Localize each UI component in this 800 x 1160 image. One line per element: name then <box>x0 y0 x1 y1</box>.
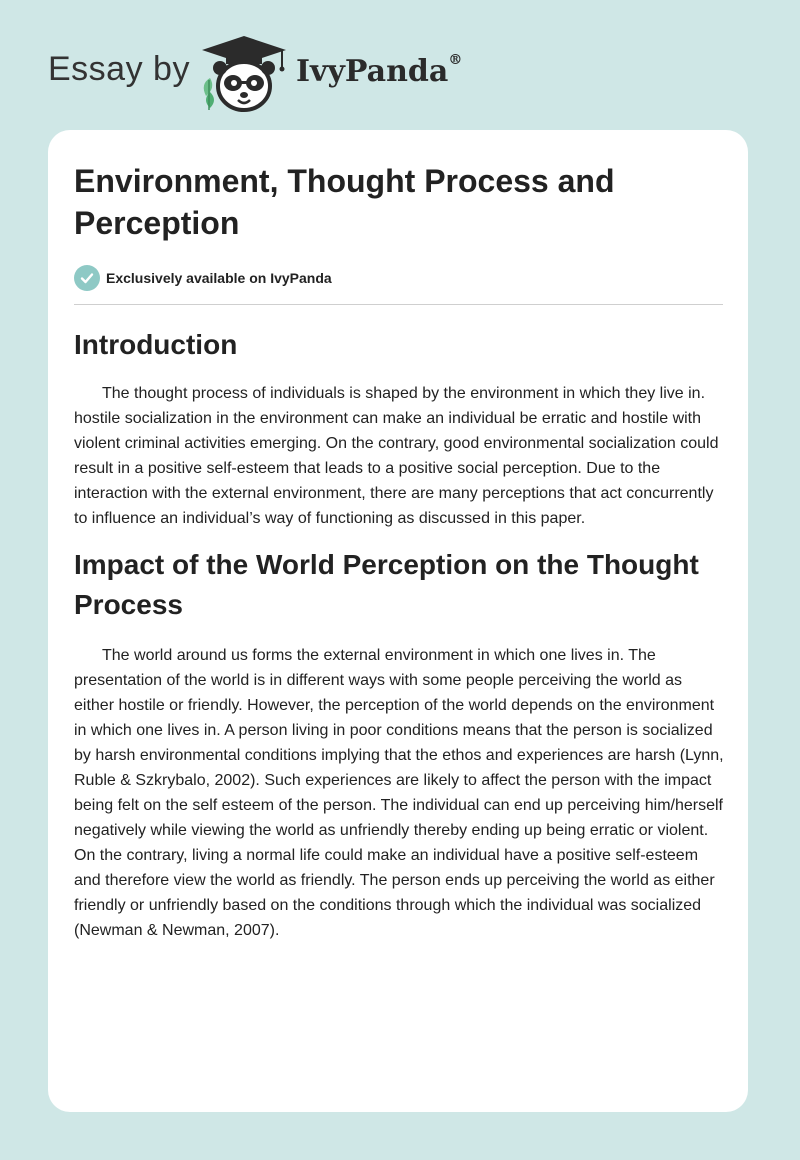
section-heading-impact: Impact of the World Perception on the Thought Process <box>74 549 699 620</box>
section-heading-introduction: Introduction <box>74 329 238 360</box>
section-paragraph-impact: The world around us forms the external environment in which one lives in. The presentation of the world is in different ways with some people perceiving the world as either hostile or friendly. However, the perception of the world depends on the environment in which one lives in. A person living in poor conditions means that the person is socialized by harsh environmental conditions implying that the ethos and experiences are harsh (Lynn, Ruble & Szkrybalo, 2002). Such experiences are likely to affect the person with the impact being felt on the self esteem of the person. The individual can end up perceiving him/herself negatively while viewing the world as unfriendly thereby ending up being erratic or violent. On the contrary, living a normal life could make an individual have a positive self-esteem and therefore view the world as friendly. The person ends up perceiving the world as either friendly or unfriendly based on the conditions through which the individual was socialized (Newman & Newman, 2007). <box>74 647 724 939</box>
article-title: Environment, Thought Process and Perception <box>74 163 615 241</box>
section-paragraph-introduction: The thought process of individuals is shaped by the environment in which they live in. hostile socialization in the environment can make an individual be erratic and hostile with violent criminal activities emerging. On the contrary, good environmental socialization could result in a positive self-esteem that leads to a positive social perception. Due to the interaction with the external environment, there are many perceptions that act concurrently to influence an individual’s way of functioning as discussed in this paper. <box>74 385 719 527</box>
site-header <box>48 28 548 118</box>
divider <box>74 304 723 305</box>
check-circle-icon <box>74 265 100 291</box>
article-card <box>48 130 748 1112</box>
panda-graduate-icon <box>198 34 290 114</box>
brand-logo-text: IvyPanda® <box>296 52 463 89</box>
exclusive-badge <box>74 264 724 292</box>
exclusive-label: Exclusively available on IvyPanda <box>106 270 332 286</box>
article-content <box>74 160 724 943</box>
essay-by-label: Essay by <box>48 50 190 88</box>
